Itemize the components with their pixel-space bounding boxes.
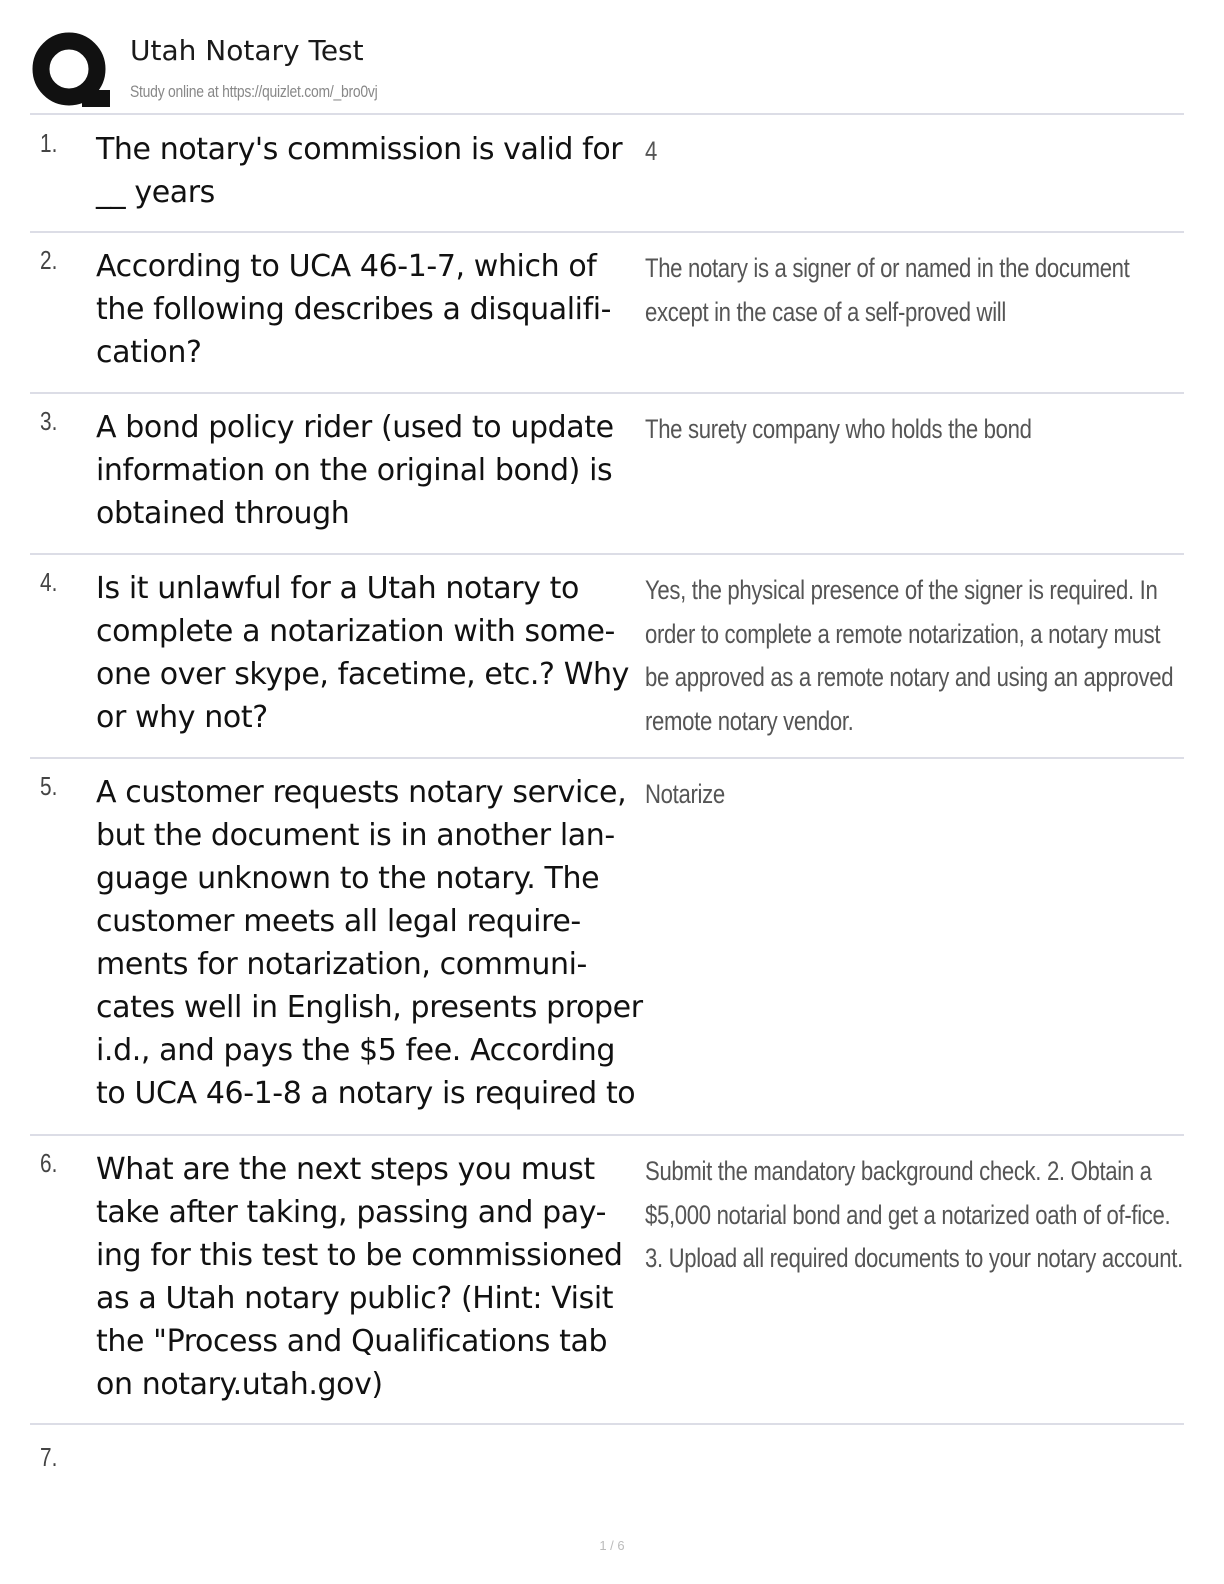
card-number: 6. xyxy=(40,1148,58,1178)
divider xyxy=(30,392,1184,394)
divider xyxy=(30,1134,1184,1136)
card-answer: The surety company who holds the bond xyxy=(645,414,1032,444)
card-number: 1. xyxy=(40,128,58,158)
card-number: 7. xyxy=(40,1442,58,1472)
card-number: 4. xyxy=(40,567,58,597)
card-1 xyxy=(30,128,1184,218)
card-number: 2. xyxy=(40,245,58,275)
card-question: A customer requests notary service, but the document is in another lan-guage unknown to the notary. The customer meets all legal require-ments for notarization, communi-cates well in English, presents proper i.d., and pays the $5 fee. According to UCA 46-1-8 a notary is required to xyxy=(96,775,643,1111)
card-number: 5. xyxy=(40,771,58,801)
card-number: 3. xyxy=(40,406,58,436)
card-4 xyxy=(30,567,1184,747)
card-7 xyxy=(30,1442,1184,1482)
divider xyxy=(30,113,1184,115)
card-2 xyxy=(30,245,1184,380)
card-question: The notary's commission is valid for __ years xyxy=(96,132,623,210)
card-5 xyxy=(30,771,1184,1121)
divider xyxy=(30,231,1184,233)
page-number: 1 / 6 xyxy=(599,1538,625,1553)
study-link[interactable]: Study online at https://quizlet.com/_bro0vj xyxy=(130,82,378,101)
card-question: A bond policy rider (used to update information on the original bond) is obtained through xyxy=(96,410,614,531)
divider xyxy=(30,757,1184,759)
card-question: Is it unlawful for a Utah notary to complete a notarization with some-one over skype, facetime, etc.? Why or why not? xyxy=(96,571,629,735)
quizlet-logo-icon xyxy=(32,32,112,112)
card-3 xyxy=(30,406,1184,541)
card-answer: Yes, the physical presence of the signer is required. In order to complete a remote notarization, a notary must be approved as a remote notary and using an approved remote notary vendor. xyxy=(645,575,1174,736)
page-header xyxy=(30,28,1190,112)
card-answer: Submit the mandatory background check. 2. Obtain a $5,000 notarial bond and get a notarized oath of of-fice. 3. Upload all required documents to your notary account. xyxy=(645,1156,1183,1273)
card-6 xyxy=(30,1148,1184,1413)
card-question: According to UCA 46-1-7, which of the following describes a disqualifi-cation? xyxy=(96,249,612,370)
divider xyxy=(30,553,1184,555)
card-question: What are the next steps you must take after taking, passing and pay-ing for this test to be commissioned as a Utah notary public? (Hint: Visit the "Process and Qualifications tab on notary.utah.gov) xyxy=(96,1152,623,1402)
card-answer: The notary is a signer of or named in the document except in the case of a self-proved will xyxy=(645,253,1130,327)
document-title: Utah Notary Test xyxy=(130,34,364,67)
card-answer: 4 xyxy=(645,136,657,166)
card-answer: Notarize xyxy=(645,779,725,809)
divider xyxy=(30,1423,1184,1425)
